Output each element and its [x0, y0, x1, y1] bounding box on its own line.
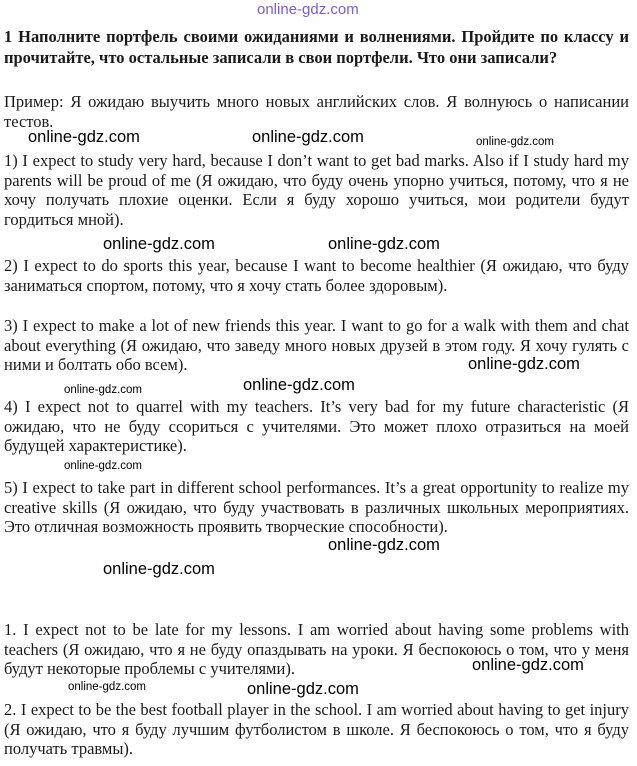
watermark: online-gdz.com [103, 235, 215, 253]
watermark: online-gdz.com [64, 384, 142, 396]
watermark: online-gdz.com [64, 460, 142, 472]
watermark: online-gdz.com [472, 656, 584, 674]
expectation-item-5: 5) I expect to take part in different school performances. It’s a great opportunity to realize my creative skills (Я ожидаю, что буду участвовать в различных школьных мероприятиях. Это отличная возможность проявить творческие способности). [4, 478, 629, 537]
expectation-item-2: 2) I expect to do sports this year, because I want to become healthier (Я ожидаю, что буду заниматься спортом, потому, что я хочу стать более здоровым). [4, 256, 629, 295]
watermark: online-gdz.com [28, 128, 140, 146]
watermark: online-gdz.com [243, 376, 355, 394]
watermark: online-gdz.com [468, 355, 580, 373]
expectation-item-3: 3) I expect to make a lot of new friends this year. I want to go for a walk with them and chat about everything (Я ожидаю, что заведу много новых друзей в этом году. Я хочу гулять с ними и болтать обо всем). [4, 316, 629, 375]
watermark: online-gdz.com [252, 128, 364, 146]
watermark: online-gdz.com [103, 560, 215, 578]
watermark: online-gdz.com [328, 235, 440, 253]
watermark: online-gdz.com [328, 536, 440, 554]
watermark: online-gdz.com [257, 1, 359, 18]
expectation-item-4: 4) I expect not to quarrel with my teachers. It’s very bad for my future characteristic (Я ожидаю, что не буду ссориться с учителями. Это может плохо отразиться на моей будущей характеристике). [4, 397, 629, 456]
watermark: online-gdz.com [68, 681, 146, 693]
watermark: online-gdz.com [476, 136, 554, 148]
task-example: Пример: Я ожидаю выучить много новых английских слов. Я волнуюсь о написании тестов. [4, 92, 629, 131]
worry-item-2: 2. I expect to be the best football player in the school. I am worried about having to get injury (Я ожидаю, что я буду лучшим футболистом в школе. Я беспокоюсь о том, что я буду получать травмы). [4, 700, 629, 759]
watermark: online-gdz.com [247, 680, 359, 698]
task-heading: 1 Наполните портфель своими ожиданиями и волнениями. Пройдите по классу и прочитайте, что остальные записали в свои портфели. Что они записали? [4, 27, 629, 67]
worry-item-1: 1. I expect not to be late for my lessons. I am worried about having some problems with teachers (Я ожидаю, что я не буду опаздывать на уроки. Я беспокоюсь о том, что у меня будут некоторые проблемы с учителями). [4, 620, 629, 679]
expectation-item-1: 1) I expect to study very hard, because I don’t want to get bad marks. Also if I study hard my parents will be proud of me (Я ожидаю, что буду очень упорно учиться, потому, что я не хочу получать плохие оценки. Если я буду хорошо учиться, мои родители будут гордиться мной). [4, 151, 629, 229]
